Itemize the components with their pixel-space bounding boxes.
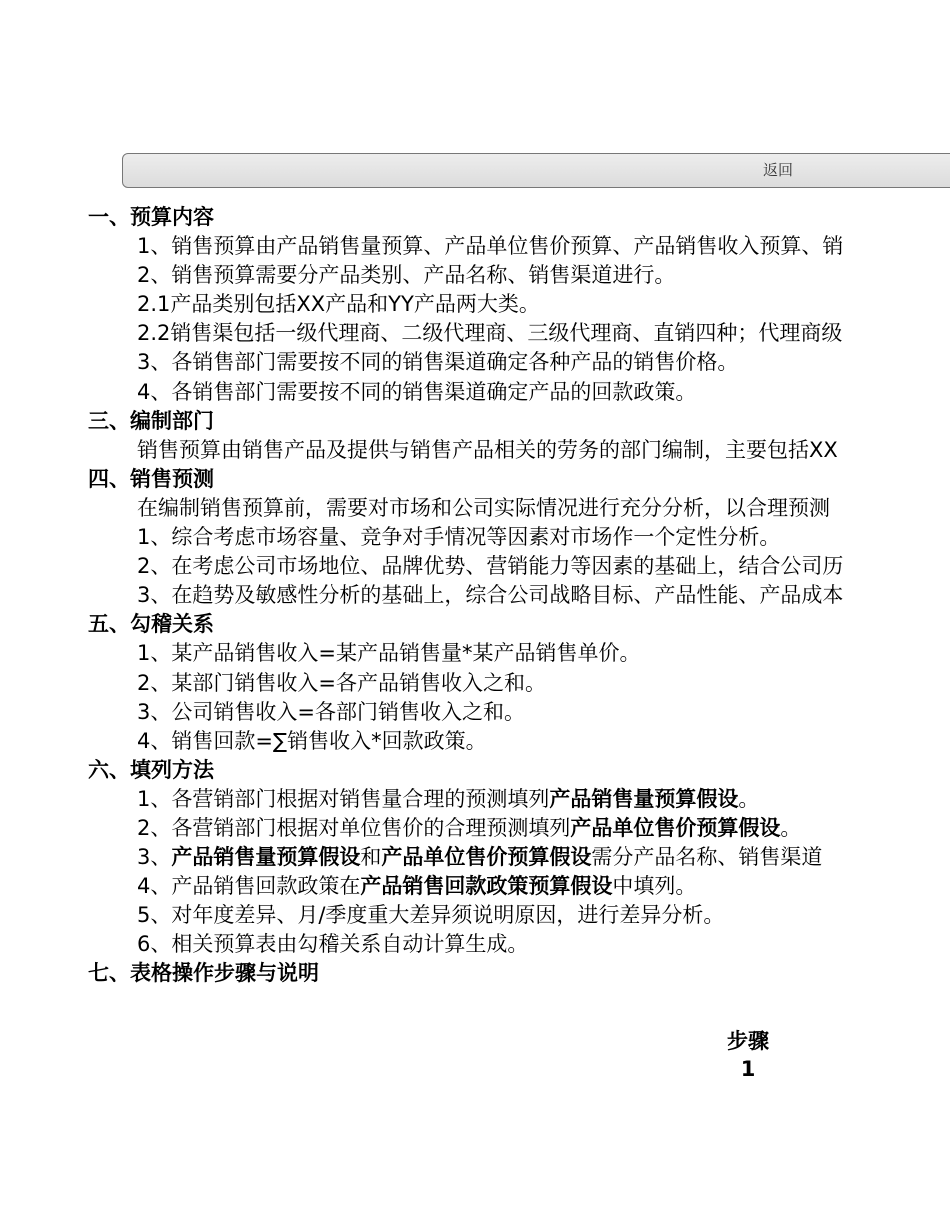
section-title-preparing-department: 三、编制部门 (88, 408, 214, 433)
item-bold-text: 产品单位售价预算假设 (570, 815, 781, 840)
item-text: 。 (780, 815, 802, 840)
section-title-table-operation-steps: 七、表格操作步骤与说明 (88, 961, 319, 986)
list-item: 4、销售回款=∑销售收入*回款政策。 (137, 728, 487, 753)
document-body (88, 203, 950, 1003)
section-title-cross-check-relations: 五、勾稽关系 (88, 612, 214, 637)
list-item: 2、某部门销售收入=各产品销售收入之和。 (137, 670, 546, 695)
list-item: 1、某产品销售收入=某产品销售量*某产品销售单价。 (137, 641, 641, 666)
list-item (88, 814, 950, 843)
list-item: 3、在趋势及敏感性分析的基础上，综合公司战略目标、产品性能、产品成本 (137, 583, 844, 608)
step-number: 1 (740, 1057, 756, 1081)
item-text: 和 (360, 845, 382, 870)
list-item: 在编制销售预算前，需要对市场和公司实际情况进行充分分析，以合理预测 (137, 495, 830, 520)
list-item (88, 872, 950, 901)
list-item: 3、各销售部门需要按不同的销售渠道确定各种产品的销售价格。 (137, 350, 739, 375)
list-item: 1、销售预算由产品销售量预算、产品单位售价预算、产品销售收入预算、销 (137, 234, 844, 259)
return-button-label: 返回 (763, 161, 794, 179)
list-item: 2、在考虑公司市场地位、品牌优势、营销能力等因素的基础上，结合公司历 (137, 554, 844, 579)
item-text: 4、产品销售回款政策在 (137, 874, 361, 899)
list-item: 1、综合考虑市场容量、竞争对手情况等因素对市场作一个定性分析。 (137, 525, 781, 550)
section-title-budget-content: 一、预算内容 (88, 205, 214, 229)
item-text: 中填列。 (612, 874, 697, 899)
return-button[interactable] (122, 153, 950, 188)
item-text: 2、各营销部门根据对单位售价的合理预测填列 (137, 815, 571, 840)
item-bold-text: 产品单位售价预算假设 (381, 845, 592, 870)
step-label-text: 步骤 (727, 1029, 769, 1053)
list-item: 6、相关预算表由勾稽关系自动计算生成。 (137, 932, 529, 957)
list-item (88, 843, 950, 872)
item-text: 3、 (137, 845, 172, 870)
item-bold-text: 产品销售量预算假设 (549, 786, 739, 811)
item-text: 1、各营销部门根据对销售量合理的预测填列 (137, 786, 550, 811)
list-item: 2.1产品类别包括XX产品和YY产品两大类。 (137, 292, 540, 317)
step-label (718, 1027, 778, 1083)
section-title-sales-forecast: 四、销售预测 (88, 466, 214, 491)
list-item (88, 785, 950, 814)
item-bold-text: 产品销售量预算假设 (171, 845, 361, 870)
list-item: 2.2销售渠包括一级代理商、二级代理商、三级代理商、直销四种；代理商级 (137, 321, 843, 346)
item-text: 。 (738, 786, 760, 811)
list-item: 4、各销售部门需要按不同的销售渠道确定产品的回款政策。 (137, 379, 697, 404)
item-bold-text: 产品销售回款政策预算假设 (360, 874, 613, 899)
item-text: 需分产品名称、销售渠道 (591, 845, 823, 870)
list-item: 销售预算由销售产品及提供与销售产品相关的劳务的部门编制，主要包括XX (137, 437, 838, 462)
list-item: 3、公司销售收入=各部门销售收入之和。 (137, 699, 525, 724)
list-item: 5、对年度差异、月/季度重大差异须说明原因，进行差异分析。 (137, 903, 725, 928)
list-item: 2、销售预算需要分产品类别、产品名称、销售渠道进行。 (137, 263, 676, 288)
section-title-filling-method: 六、填列方法 (88, 757, 214, 782)
